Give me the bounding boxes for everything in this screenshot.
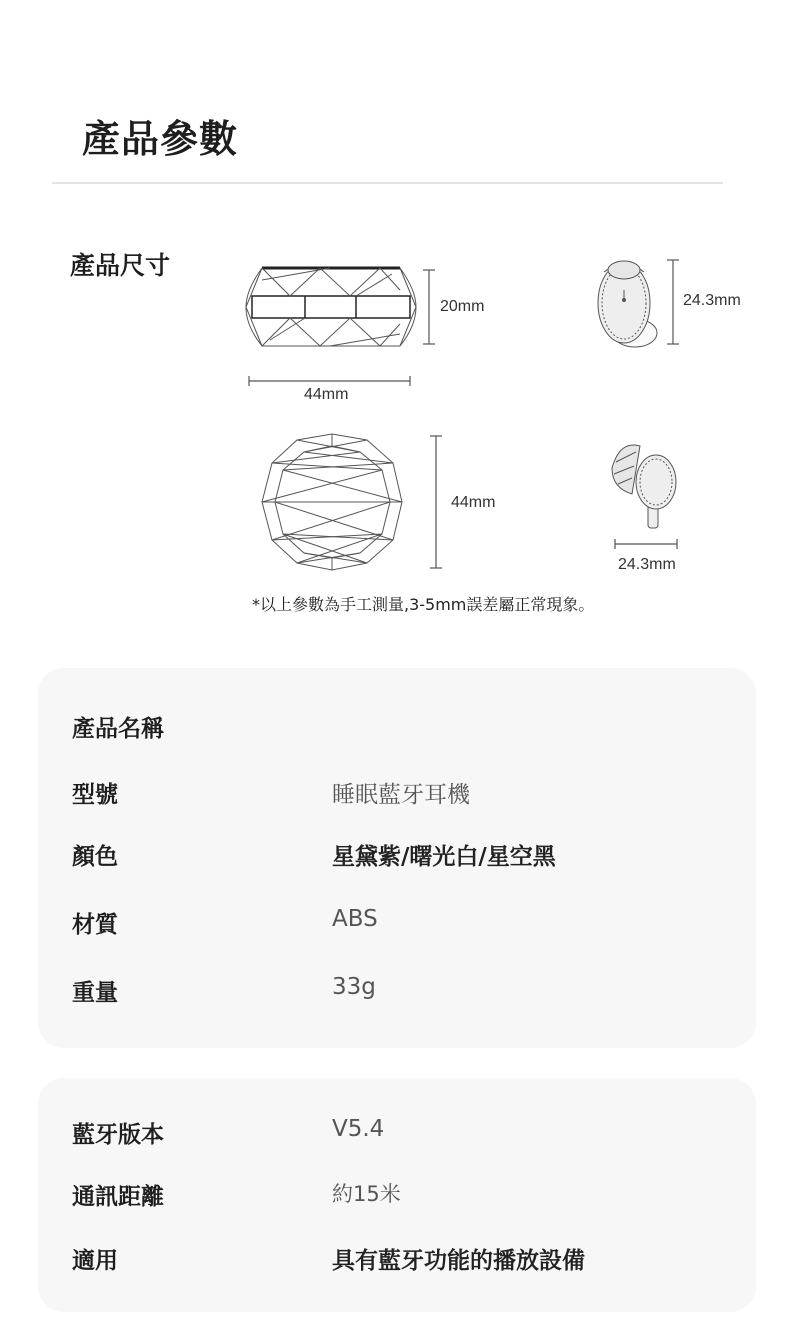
spec-card-connectivity [38, 1078, 756, 1312]
size-section-label: 產品尺寸 [70, 251, 171, 280]
case-height-dim-line [423, 270, 435, 344]
case-side-view-illustration [246, 268, 416, 346]
case-top-view-illustration [262, 434, 402, 570]
spec-card-basic [38, 668, 756, 1048]
bud-width-dim: 24.3mm [618, 556, 676, 573]
spec-value-model: 睡眠藍牙耳機 [332, 782, 470, 808]
case-width-dim-line [249, 376, 410, 386]
spec-label-weight: 重量 [72, 980, 118, 1006]
spec-value-bluetooth: V5.4 [332, 1116, 385, 1142]
case-width-dim: 44mm [304, 386, 349, 403]
spec-value-range: 約15米 [332, 1182, 401, 1206]
bud-width-dim-line [615, 539, 677, 549]
earbud-side-view-illustration [612, 445, 676, 528]
case-diameter-dim: 44mm [451, 494, 496, 511]
spec-label-range: 通訊距離 [72, 1184, 164, 1210]
earbud-front-view-illustration [598, 261, 657, 347]
spec-label-material: 材質 [72, 912, 118, 938]
spec-value-material: ABS [332, 906, 378, 932]
spec-label-bluetooth: 藍牙版本 [72, 1122, 164, 1148]
page-title: 產品參數 [82, 117, 239, 161]
measurement-note: *以上參數為手工測量,3-5mm誤差屬正常現象。 [252, 595, 595, 614]
case-diameter-dim-line [430, 436, 442, 568]
bud-height-dim: 24.3mm [683, 292, 741, 309]
bud-height-dim-line [667, 260, 679, 344]
spec-card-header: 產品名稱 [72, 716, 164, 742]
spec-label-model: 型號 [72, 782, 118, 808]
spec-label-color: 顏色 [72, 844, 118, 870]
case-height-dim: 20mm [440, 298, 485, 315]
spec-value-compatible: 具有藍牙功能的播放設備 [332, 1248, 585, 1274]
spec-value-weight: 33g [332, 974, 376, 1000]
spec-label-compatible: 適用 [72, 1248, 118, 1274]
spec-value-color: 星黛紫/曙光白/星空黑 [332, 844, 556, 870]
